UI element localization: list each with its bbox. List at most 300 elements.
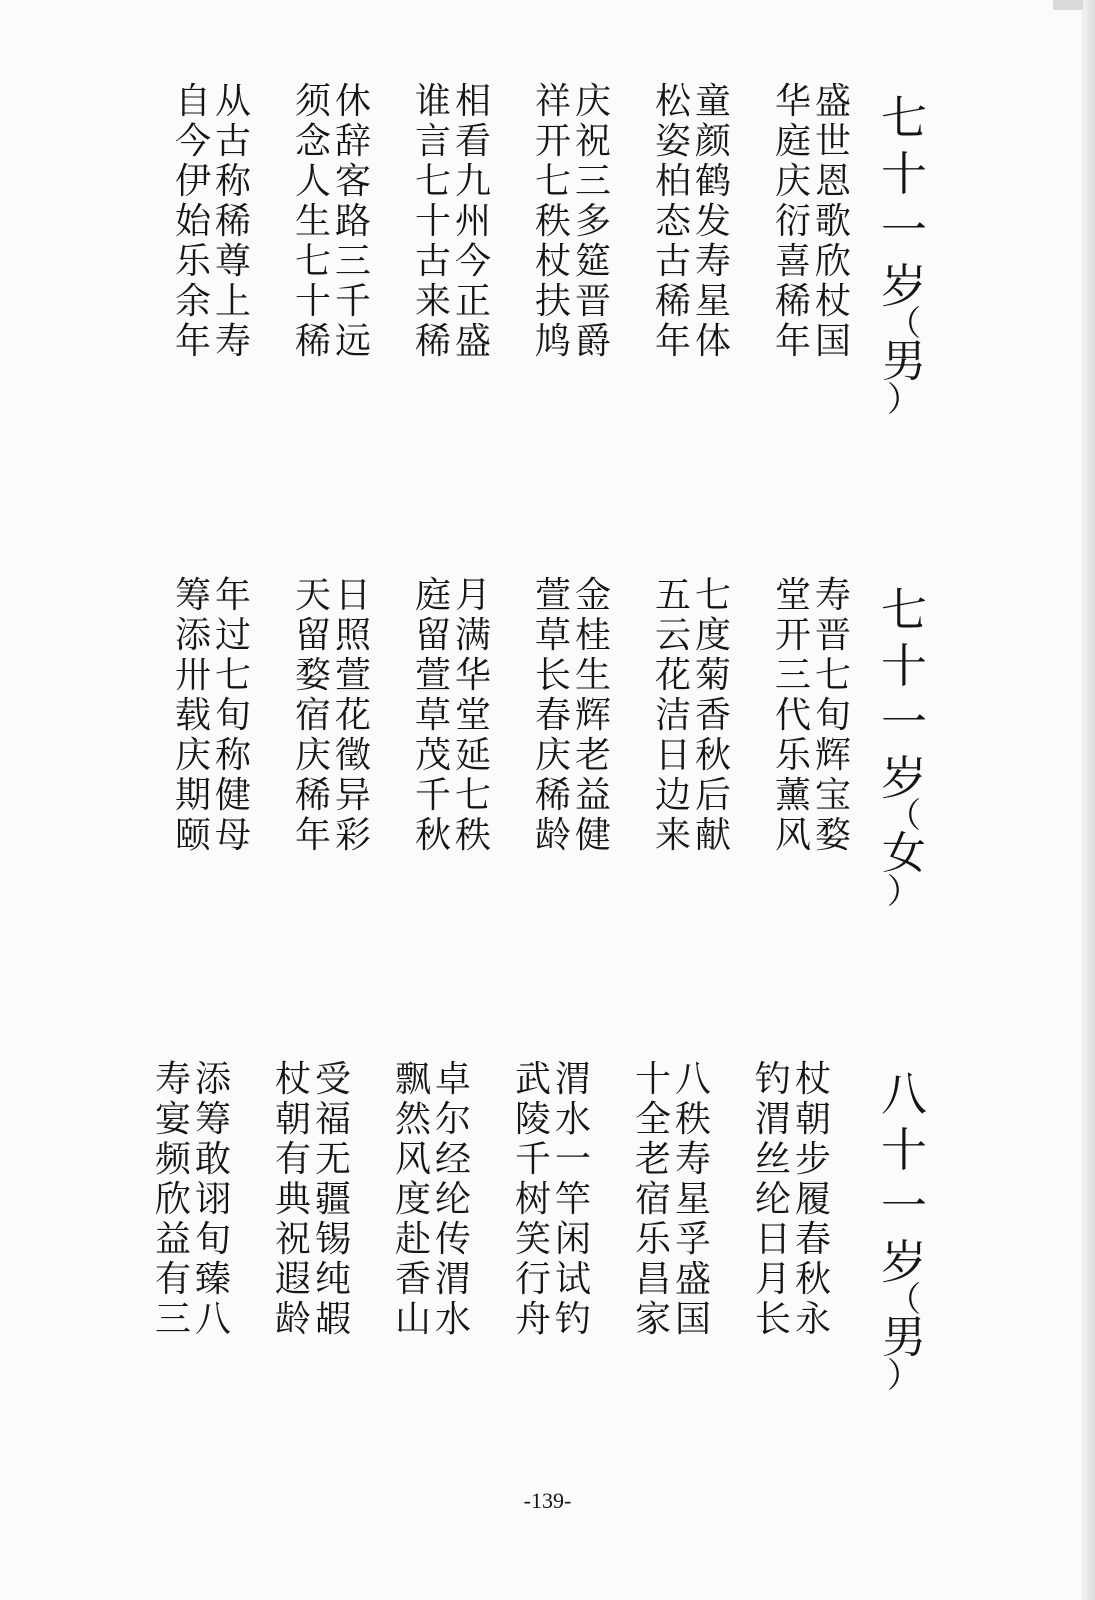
couplet-char: 星 [674, 1179, 711, 1220]
couplet-line-upper [693, 82, 733, 362]
couplet-char: 益 [574, 775, 611, 816]
couplet-line-upper [553, 1060, 593, 1340]
couplet-char: 渭 [434, 1259, 471, 1300]
couplet-char: 有 [274, 1139, 311, 1180]
couplet-char: 敢 [194, 1139, 231, 1180]
couplet-char: 家 [634, 1299, 671, 1340]
couplet-char: 庭 [774, 121, 811, 162]
couplet-char: 休 [334, 81, 371, 122]
couplet-char: 金 [574, 575, 611, 616]
couplet-char: 欣 [814, 241, 851, 282]
couplet-char: 试 [554, 1259, 591, 1300]
couplet-char: 古 [654, 241, 691, 282]
couplet-char: 山 [394, 1299, 431, 1340]
couplet-char: 堂 [774, 575, 811, 616]
couplet-char: 行 [514, 1259, 551, 1300]
couplet-char: 杖 [534, 241, 571, 282]
couplet-char: 正 [454, 281, 491, 322]
couplet-char: 庆 [294, 735, 331, 776]
couplet-char: 老 [574, 735, 611, 776]
couplet-line-upper [313, 1060, 353, 1340]
couplet-char: 日 [334, 575, 371, 616]
couplet-line-upper [433, 1060, 473, 1340]
couplet-char: 衍 [774, 201, 811, 242]
couplet-char: 年 [654, 321, 691, 362]
couplet-char: 乐 [174, 241, 211, 282]
couplet-char: 无 [314, 1139, 351, 1180]
couplet-char: 扶 [534, 281, 571, 322]
couplet-char: 朝 [274, 1099, 311, 1140]
couplet-char: 恩 [814, 161, 851, 202]
couplet-char: 筹 [194, 1099, 231, 1140]
couplet-char: 爵 [574, 321, 611, 362]
couplet-char: 龄 [274, 1299, 311, 1340]
couplet-char: 风 [394, 1139, 431, 1180]
couplet [293, 82, 373, 362]
couplet-char: 远 [334, 321, 371, 362]
couplet-char: 年 [174, 321, 211, 362]
couplet-char: 七 [454, 775, 491, 816]
couplet-char: 徵 [334, 735, 371, 776]
couplet-line-lower [773, 576, 813, 856]
couplet-char: 婺 [814, 815, 851, 856]
couplet-char: 余 [174, 281, 211, 322]
couplet-char: 年 [294, 815, 331, 856]
couplet-char: 千 [334, 281, 371, 322]
couplet-char: 客 [334, 161, 371, 202]
couplet-char: 健 [574, 815, 611, 856]
couplet-char: 春 [534, 695, 571, 736]
couplet-char: 歌 [814, 201, 851, 242]
couplet-char: 茂 [414, 735, 451, 776]
couplet-char: 老 [634, 1139, 671, 1180]
couplet-char: 尔 [434, 1099, 471, 1140]
couplet-line-lower [173, 82, 213, 362]
couplet-char: 世 [814, 121, 851, 162]
couplet [653, 82, 733, 362]
section-title: 七 十 一 岁 （ 女 ） [881, 583, 927, 912]
couplet-char: 月 [754, 1259, 791, 1300]
couplet-char: 代 [774, 695, 811, 736]
couplet [153, 1060, 233, 1340]
couplet-char: 堂 [454, 695, 491, 736]
couplet-char: 十 [294, 281, 331, 322]
couplet-char: 过 [214, 615, 251, 656]
couplet-char: 七 [294, 241, 331, 282]
couplet-char: 生 [574, 655, 611, 696]
couplet-char: 开 [534, 121, 571, 162]
couplet-char: 月 [454, 575, 491, 616]
couplet-line-upper [333, 576, 373, 856]
couplet-char: 生 [294, 201, 331, 242]
couplet-char: 云 [654, 615, 691, 656]
couplet-char: 体 [694, 321, 731, 362]
couplet-char: 宝 [814, 775, 851, 816]
couplet-char: 庆 [174, 735, 211, 776]
couplet-char: 一 [554, 1139, 591, 1180]
couplet-char: 步 [794, 1139, 831, 1180]
couplet-line-upper [333, 82, 373, 362]
couplet-char: 十 [414, 201, 451, 242]
couplet-char: 渭 [554, 1059, 591, 1100]
couplet [753, 1060, 833, 1340]
couplet-char: 七 [534, 161, 571, 202]
couplet-char: 秋 [694, 735, 731, 776]
couplet-char: 期 [174, 775, 211, 816]
couplet-char: 经 [434, 1139, 471, 1180]
couplet-char: 载 [174, 695, 211, 736]
couplet-char: 秋 [414, 815, 451, 856]
couplet-char: 稀 [774, 281, 811, 322]
couplet-char: 秩 [454, 815, 491, 856]
couplet-char: 疆 [314, 1179, 351, 1220]
couplet-char: 寿 [674, 1139, 711, 1180]
couplet-char: 菊 [694, 655, 731, 696]
couplet-char: 年 [774, 321, 811, 362]
couplet-char: 频 [154, 1139, 191, 1180]
couplet [293, 576, 373, 856]
couplet-char: 婺 [294, 655, 331, 696]
couplet-char: 上 [214, 281, 251, 322]
couplet-char: 千 [414, 775, 451, 816]
couplet-char: 五 [654, 575, 691, 616]
couplet-char: 笑 [514, 1219, 551, 1260]
couplet-line-lower [393, 1060, 433, 1340]
couplet [533, 576, 613, 856]
couplet-char: 三 [154, 1299, 191, 1340]
couplet-char: 纯 [314, 1259, 351, 1300]
couplet-char: 稀 [214, 201, 251, 242]
couplet-char: 杖 [274, 1059, 311, 1100]
couplet-char: 留 [294, 615, 331, 656]
couplet-char: 献 [694, 815, 731, 856]
couplet-char: 七 [814, 655, 851, 696]
couplet-char: 臻 [194, 1259, 231, 1300]
couplet-char: 态 [654, 201, 691, 242]
couplet-char: 姿 [654, 121, 691, 162]
couplet-char: 盛 [454, 321, 491, 362]
couplet-char: 昌 [634, 1259, 671, 1300]
couplet-char: 言 [414, 121, 451, 162]
couplet-char: 萱 [414, 655, 451, 696]
couplet-line-lower [633, 1060, 673, 1340]
couplet-char: 稀 [294, 321, 331, 362]
couplet-char: 年 [214, 575, 251, 616]
couplet-line-upper [813, 576, 853, 856]
couplet-char: 草 [414, 695, 451, 736]
couplet-char: 称 [214, 161, 251, 202]
couplet-char: 华 [774, 81, 811, 122]
couplet-char: 国 [814, 321, 851, 362]
couplet-line-lower [653, 576, 693, 856]
couplet-char: 古 [214, 121, 251, 162]
couplet-char: 钓 [754, 1059, 791, 1100]
couplet-char: 辞 [334, 121, 371, 162]
couplet-char: 颐 [174, 815, 211, 856]
couplet [773, 82, 853, 362]
couplet-line-upper [573, 576, 613, 856]
couplet-char: 三 [574, 161, 611, 202]
couplet [273, 1060, 353, 1340]
couplet-char: 彩 [334, 815, 371, 856]
couplet-char: 日 [654, 735, 691, 776]
couplet-char: 人 [294, 161, 331, 202]
couplet [513, 1060, 593, 1340]
couplet-char: 洁 [654, 695, 691, 736]
couplet [413, 576, 493, 856]
couplet-char: 萱 [534, 575, 571, 616]
couplet-char: 千 [514, 1139, 551, 1180]
couplet-char: 筵 [574, 241, 611, 282]
couplet-char: 晋 [574, 281, 611, 322]
couplet-line-upper [213, 576, 253, 856]
couplet-char: 祥 [534, 81, 571, 122]
couplet-char: 念 [294, 121, 331, 162]
couplet-char: 发 [694, 201, 731, 242]
couplet-char: 满 [454, 615, 491, 656]
couplet-char: 旬 [214, 695, 251, 736]
couplet-char: 杖 [794, 1059, 831, 1100]
couplet-line-upper [673, 1060, 713, 1340]
couplet-char: 闲 [554, 1219, 591, 1260]
couplet-char: 八 [194, 1299, 231, 1340]
couplet-line-lower [753, 1060, 793, 1340]
couplet-char: 称 [214, 735, 251, 776]
couplet-char: 盛 [674, 1259, 711, 1300]
couplet-char: 今 [454, 241, 491, 282]
couplet-char: 童 [694, 81, 731, 122]
couplet-char: 遐 [274, 1259, 311, 1300]
couplet-char: 从 [214, 81, 251, 122]
couplet-char: 乐 [634, 1219, 671, 1260]
couplet-char: 留 [414, 615, 451, 656]
couplet-char: 孚 [674, 1219, 711, 1260]
couplet-line-lower [293, 82, 333, 362]
couplet-char: 异 [334, 775, 371, 816]
couplet [633, 1060, 713, 1340]
couplet-char: 桂 [574, 615, 611, 656]
couplet-char: 舟 [514, 1299, 551, 1340]
couplet-char: 稀 [294, 775, 331, 816]
couplet-line-lower [413, 82, 453, 362]
couplet-char: 益 [154, 1219, 191, 1260]
couplet-char: 庆 [534, 735, 571, 776]
couplet-char: 福 [314, 1099, 351, 1140]
couplet-char: 花 [654, 655, 691, 696]
couplet-char: 天 [294, 575, 331, 616]
couplet-char: 颜 [694, 121, 731, 162]
couplet-char: 母 [214, 815, 251, 856]
couplet-char: 州 [454, 201, 491, 242]
couplet-line-upper [793, 1060, 833, 1340]
couplet-char: 香 [394, 1259, 431, 1300]
couplet-char: 七 [214, 655, 251, 696]
couplet-char: 旬 [814, 695, 851, 736]
couplet-char: 旬 [194, 1219, 231, 1260]
section-title: 七 十 一 岁 （ 男 ） [881, 91, 927, 420]
couplet-char: 筹 [174, 575, 211, 616]
couplet-line-lower [533, 576, 573, 856]
couplet-char: 祝 [274, 1219, 311, 1260]
couplet-char: 锡 [314, 1219, 351, 1260]
couplet-line-lower [273, 1060, 313, 1340]
couplet-char: 寿 [154, 1059, 191, 1100]
couplet-char: 自 [174, 81, 211, 122]
couplet-char: 来 [414, 281, 451, 322]
couplet-char: 后 [694, 775, 731, 816]
couplet-char: 谁 [414, 81, 451, 122]
couplet-char: 香 [694, 695, 731, 736]
couplet-line-lower [773, 82, 813, 362]
couplet-char: 庆 [774, 161, 811, 202]
couplet-char: 今 [174, 121, 211, 162]
couplet-char: 稀 [654, 281, 691, 322]
couplet-char: 诩 [194, 1179, 231, 1220]
couplet-line-lower [533, 82, 573, 362]
couplet-char: 度 [694, 615, 731, 656]
couplet-char: 受 [314, 1059, 351, 1100]
couplet-char: 欣 [154, 1179, 191, 1220]
couplet-char: 来 [654, 815, 691, 856]
couplet-char: 辉 [814, 735, 851, 776]
couplet-char: 朝 [794, 1099, 831, 1140]
couplet-line-lower [173, 576, 213, 856]
couplet-line-upper [693, 576, 733, 856]
section-title: 八 十 一 岁 （ 男 ） [881, 1067, 927, 1396]
couplet [653, 576, 733, 856]
couplet-char: 八 [674, 1059, 711, 1100]
couplet-char: 寿 [214, 321, 251, 362]
couplet-char: 柏 [654, 161, 691, 202]
couplet-char: 三 [774, 655, 811, 696]
couplet-char: 相 [454, 81, 491, 122]
couplet-char: 风 [774, 815, 811, 856]
couplet-char: 丝 [754, 1139, 791, 1180]
couplet-line-upper [453, 576, 493, 856]
couplet-char: 始 [174, 201, 211, 242]
couplet-char: 渭 [754, 1099, 791, 1140]
couplet-char: 秋 [794, 1259, 831, 1300]
couplet-char: 延 [454, 735, 491, 776]
couplet-char: 尊 [214, 241, 251, 282]
couplet-char: 华 [454, 655, 491, 696]
couplet-char: 水 [434, 1299, 471, 1340]
couplet-char: 星 [694, 281, 731, 322]
couplet-char: 秩 [674, 1099, 711, 1140]
couplet-char: 然 [394, 1099, 431, 1140]
couplet-char: 草 [534, 615, 571, 656]
couplet-char: 陵 [514, 1099, 551, 1140]
couplet-char: 宿 [294, 695, 331, 736]
couplet-line-upper [193, 1060, 233, 1340]
couplet-char: 纶 [434, 1179, 471, 1220]
couplet-line-lower [513, 1060, 553, 1340]
couplet-char: 薰 [774, 775, 811, 816]
couplet-char: 嘏 [314, 1299, 351, 1340]
couplet-char: 秩 [534, 201, 571, 242]
couplet-char: 永 [794, 1299, 831, 1340]
couplet-char: 看 [454, 121, 491, 162]
couplet-char: 祝 [574, 121, 611, 162]
couplet-char: 纶 [754, 1179, 791, 1220]
couplet-char: 三 [334, 241, 371, 282]
couplet-char: 边 [654, 775, 691, 816]
couplet-line-upper [813, 82, 853, 362]
couplet-char: 宴 [154, 1099, 191, 1140]
couplet-line-upper [453, 82, 493, 362]
couplet-char: 鹤 [694, 161, 731, 202]
couplet-char: 须 [294, 81, 331, 122]
couplet-char: 树 [514, 1179, 551, 1220]
couplet-char: 添 [194, 1059, 231, 1100]
couplet-char: 寿 [694, 241, 731, 282]
couplet-char: 路 [334, 201, 371, 242]
couplet-char: 寿 [814, 575, 851, 616]
couplet-char: 传 [434, 1219, 471, 1260]
couplet-line-lower [293, 576, 333, 856]
couplet-char: 庆 [574, 81, 611, 122]
couplet-char: 国 [674, 1299, 711, 1340]
couplet-char: 度 [394, 1179, 431, 1220]
couplet-char: 萱 [334, 655, 371, 696]
couplet-char: 龄 [534, 815, 571, 856]
couplet-char: 喜 [774, 241, 811, 282]
couplet-char: 晋 [814, 615, 851, 656]
couplet-char: 宿 [634, 1179, 671, 1220]
couplet-line-upper [213, 82, 253, 362]
couplet-line-upper [573, 82, 613, 362]
couplet-char: 乐 [774, 735, 811, 776]
couplet-char: 履 [794, 1179, 831, 1220]
couplet-char: 稀 [414, 321, 451, 362]
couplet [413, 82, 493, 362]
couplet-line-lower [153, 1060, 193, 1340]
couplet-char: 有 [154, 1259, 191, 1300]
couplet-char: 松 [654, 81, 691, 122]
couplet-char: 鸠 [534, 321, 571, 362]
couplet-char: 卓 [434, 1059, 471, 1100]
page-edge [1081, 0, 1095, 1600]
couplet [393, 1060, 473, 1340]
couplet-char: 水 [554, 1099, 591, 1140]
page-edge-shadow [1053, 0, 1083, 10]
couplet-char: 多 [574, 201, 611, 242]
couplet-char: 九 [454, 161, 491, 202]
couplet-char: 长 [754, 1299, 791, 1340]
couplet-char: 竿 [554, 1179, 591, 1220]
couplet-char: 十 [634, 1059, 671, 1100]
couplet-char: 稀 [534, 775, 571, 816]
couplet [173, 82, 253, 362]
couplet-char: 古 [414, 241, 451, 282]
couplet-line-lower [413, 576, 453, 856]
couplet-char: 辉 [574, 695, 611, 736]
couplet [533, 82, 613, 362]
couplet-char: 钓 [554, 1299, 591, 1340]
couplet-char: 盛 [814, 81, 851, 122]
couplet-char: 照 [334, 615, 371, 656]
couplet-char: 七 [694, 575, 731, 616]
couplet-char: 杖 [814, 281, 851, 322]
couplet-char: 花 [334, 695, 371, 736]
couplet-char: 全 [634, 1099, 671, 1140]
couplet [173, 576, 253, 856]
couplet-char: 赴 [394, 1219, 431, 1260]
couplet-char: 七 [414, 161, 451, 202]
couplet-char: 添 [174, 615, 211, 656]
couplet-char: 庭 [414, 575, 451, 616]
couplet-char: 典 [274, 1179, 311, 1220]
